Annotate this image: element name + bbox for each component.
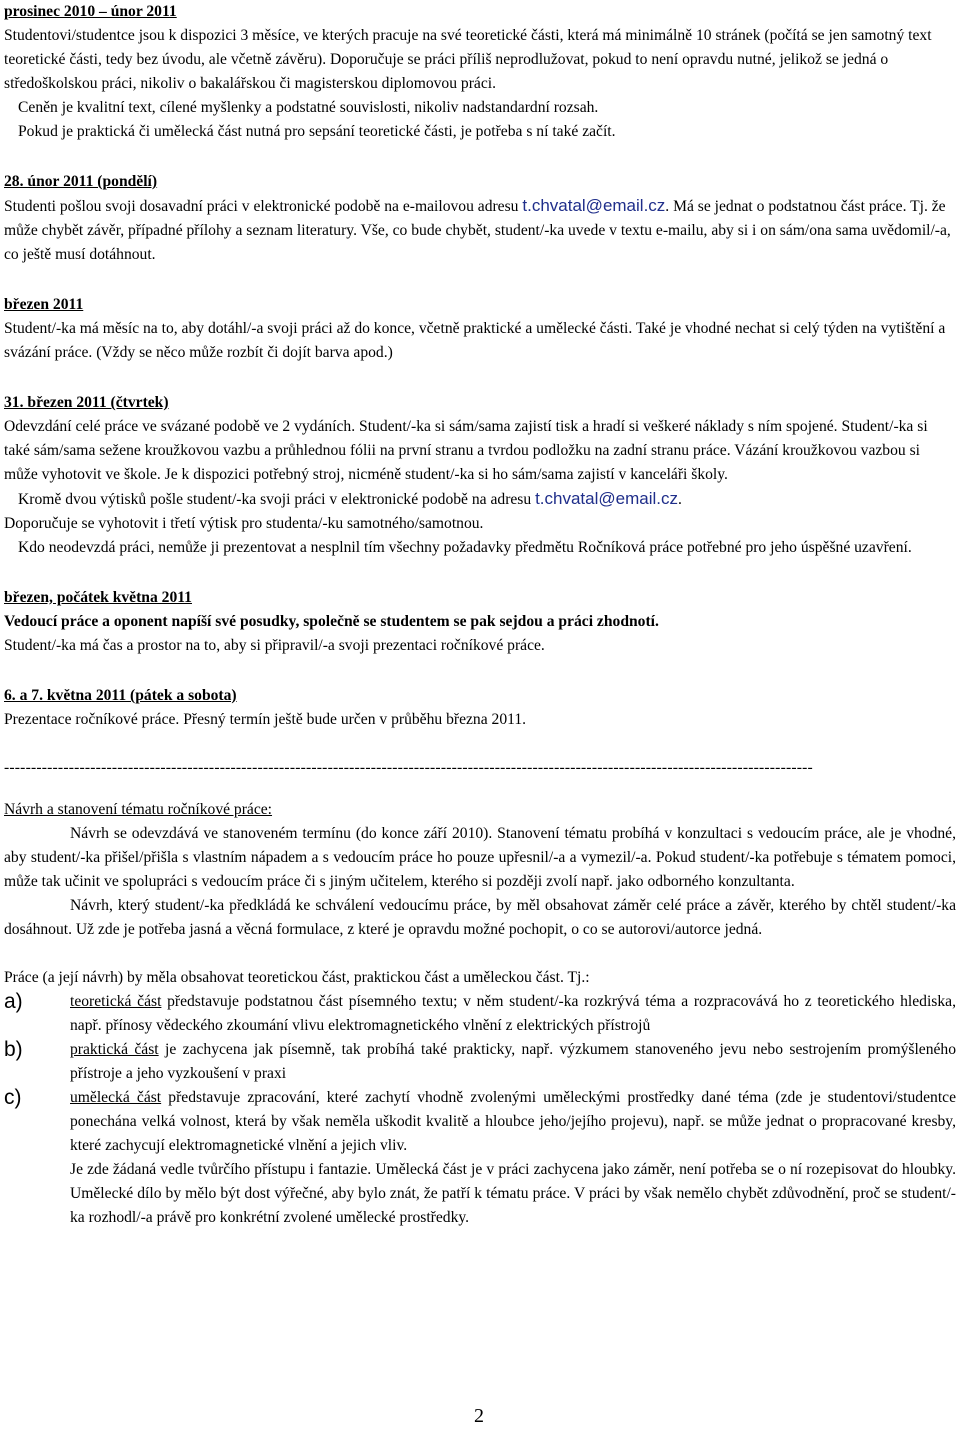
- paragraph-electronic-copy: [4, 487, 956, 512]
- section-heading-31-march: 31. březen 2011 (čtvrtek): [4, 394, 169, 411]
- paragraph-march-finish: Student/-ka má měsíc na to, aby dotáhl/-a svoji práci až do konce, včetně praktické a umělecké části. Také je vhodné nechat si celý týden na vytištění a svázání práce. (Vždy se něco může rozbít či dojít barva apod.): [4, 320, 946, 361]
- term-theory-desc: představuje podstatnou část písemného textu; v něm student/-ka rozkrývá téma a rozpracovává ho z teoretického hlediska, např. přínosy vědeckého zkoumání vlivu elektromagnetického vlnění z elektrických přístrojů: [70, 993, 956, 1034]
- section-heading-28-february: 28. únor 2011 (pondělí): [4, 173, 158, 190]
- list-item-body: [70, 1038, 956, 1086]
- paragraph-presentation: Prezentace ročníkové práce. Přesný termín ještě bude určen v průběhu března 2011.: [4, 711, 527, 728]
- paragraph-submission: Odevzdání celé práce ve svázané podobě ve 2 vydáních. Student/-ka si sám/sama zajistí tisk a hradí si veškeré náklady s ním spojené. Student/-ka si také sám/sama sežene kroužkovou vazbu a průhlednou fólii na první stranu a tvrdou podložku na zadní stranu práce. Vázání kroužkovou vazbou si může vyhotovit ve škole. Je k dispozici potřebný stroj, nicméně student/-ka si ho sám/sama zajistí v kanceláři školy.: [4, 418, 928, 483]
- paragraph-work-parts-intro: Práce (a její návrh) by měla obsahovat teoretickou část, praktickou část a uměleckou část. Tj.:: [4, 969, 590, 986]
- send-draft-text: Studenti pošlou svoji dosavadní práci v elektronické podobě na e-mailovou adresu: [4, 198, 523, 215]
- section-heading-march: březen 2011: [4, 296, 84, 313]
- section-heading-6-7-may: 6. a 7. května 2011 (pátek a sobota): [4, 687, 237, 704]
- list-item-theory: [4, 990, 956, 1038]
- list-item-body: [70, 1086, 956, 1230]
- send-draft-text-after: . Má se jednat o podstatnou část práce. Tj. že může chybět závěr, případné přílohy a seznam literatury. Vše, co bude chybět, student/-ka uvede v textu e-mailu, aby si i on sám/ona sama uvědomil/-a, co ještě musí dotáhnout.: [4, 198, 951, 263]
- list-item-artistic: [4, 1086, 956, 1230]
- section-heading-topic-proposal: Návrh a stanovení tématu ročníkové práce:: [4, 801, 273, 818]
- section-heading-march-may: březen, počátek května 2011: [4, 589, 192, 606]
- list-item-body: [70, 990, 956, 1038]
- paragraph-practical-part: Pokud je praktická či umělecká část nutná pro sepsání teoretické části, je potřeba s ní také začít.: [18, 123, 616, 140]
- paragraph-theory-work: Studentovi/studentce jsou k dispozici 3 měsíce, ve kterých pracuje na své teoretické části, která má minimálně 10 stránek (počítá se jen samotný text teoretické části, tedy bez úvodu, ale včetně závěru). Doporučuje se práci příliš neprodlužovat, pokud to není opravdu nutné, jelikož se jedná o středoškolskou práci, nikoliv o bakalářskou či magisterskou diplomovou práci.: [4, 27, 932, 92]
- list-marker-b: b): [4, 1038, 23, 1061]
- document-page: [4, 0, 956, 1230]
- email-link[interactable]: t.chvatal@email.cz: [522, 196, 666, 215]
- paragraph-send-draft: [4, 194, 956, 267]
- electronic-copy-text-after: .: [678, 491, 682, 508]
- list-item-practical: [4, 1038, 956, 1086]
- separator-line: ------------------------------------------------------------------------------------------------------------------------------------------------------: [4, 759, 813, 776]
- term-artistic-desc: představuje zpracování, které zachytí vhodně zvolenými uměleckými prostředky dané téma (zde je studentovi/studentce ponechána velká volnost, která by však neměla uškodit kvalitě a hloubce jeho/jejího projevu), např. se může jednat o propracované kresby, které zachycují elektromagnetické vlnění a jejich vliv.: [70, 1089, 956, 1154]
- paragraph-topic-proposal: Návrh se odevzdává ve stanoveném termínu (do konce září 2010). Stanovení tématu probíhá v konzultaci s vedoucím práce, ale je vhodné, aby student/-ka přišel/přišla s vlastním nápadem a s vedoucím práce ho pouze upřesnil/-a a vymezil/-a. Pokud student/-ka potřebuje s tématem pomoci, může tak učinit ve spolupráci s vedoucím práce či s jiným učitelem, kterého si později zvolí např. jako odborného konzultanta.: [4, 825, 956, 890]
- list-marker-c: c): [4, 1086, 22, 1109]
- paragraph-presentation-prep: Student/-ka má čas a prostor na to, aby si připravil/-a svoji prezentaci ročníkové práce.: [4, 637, 545, 654]
- term-practical: praktická část: [70, 1041, 159, 1058]
- section-heading-december-february: prosinec 2010 – únor 2011: [4, 3, 177, 20]
- page-number: 2: [474, 1405, 484, 1427]
- email-link-2[interactable]: t.chvatal@email.cz: [535, 489, 678, 508]
- work-parts-list: [4, 990, 956, 1230]
- term-theory: teoretická část: [70, 993, 162, 1010]
- term-practical-desc: je zachycena jak písemně, tak probíhá také prakticky, např. výzkumem stanoveného jevu nebo sestrojením promýšleného přístroje a jeho vyzkoušení v praxi: [70, 1041, 957, 1082]
- paragraph-third-copy: Doporučuje se vyhotovit i třetí výtisk pro studenta/-ku samotného/samotnou.: [4, 515, 484, 532]
- electronic-copy-text: Kromě dvou výtisků pošle student/-ka svoji práci v elektronické podobě na adresu: [18, 491, 536, 508]
- paragraph-quality-text: Ceněn je kvalitní text, cílené myšlenky a podstatné souvislosti, nikoliv nadstandardní rozsah.: [18, 99, 599, 116]
- paragraph-reviews: Vedoucí práce a oponent napíší své posudky, společně se studentem se pak sejdou a práci zhodnotí.: [4, 613, 659, 630]
- paragraph-no-submission: Kdo neodevzdá práci, nemůže ji prezentovat a nesplnil tím všechny požadavky předmětu Ročníková práce potřebné pro jeho úspěšné uzavření.: [18, 539, 912, 556]
- list-marker-a: a): [4, 990, 23, 1013]
- paragraph-proposal-content: Návrh, který student/-ka předkládá ke schválení vedoucímu práce, by měl obsahovat záměr celé práce a závěr, kterého by chtěl student/-ka dosáhnout. Už zde je potřeba jasná a věcná formulace, z které je opravdu možné pochopit, o co se autorovi/autorce jedná.: [4, 897, 956, 938]
- term-artistic: umělecká část: [70, 1089, 162, 1106]
- paragraph-artistic-extra: Je zde žádaná vedle tvůrčího přístupu i fantazie. Umělecká část je v práci zachycena jako záměr, není potřeba se o ní rozepisovat do hloubky. Umělecké dílo by mělo být dost výřečné, aby bylo znát, že patří k tématu práce. V práci by však nemělo chybět zdůvodnění, proč se student/-ka rozhodl/-a právě pro konkrétní zvolené umělecké prostředky.: [70, 1161, 956, 1226]
